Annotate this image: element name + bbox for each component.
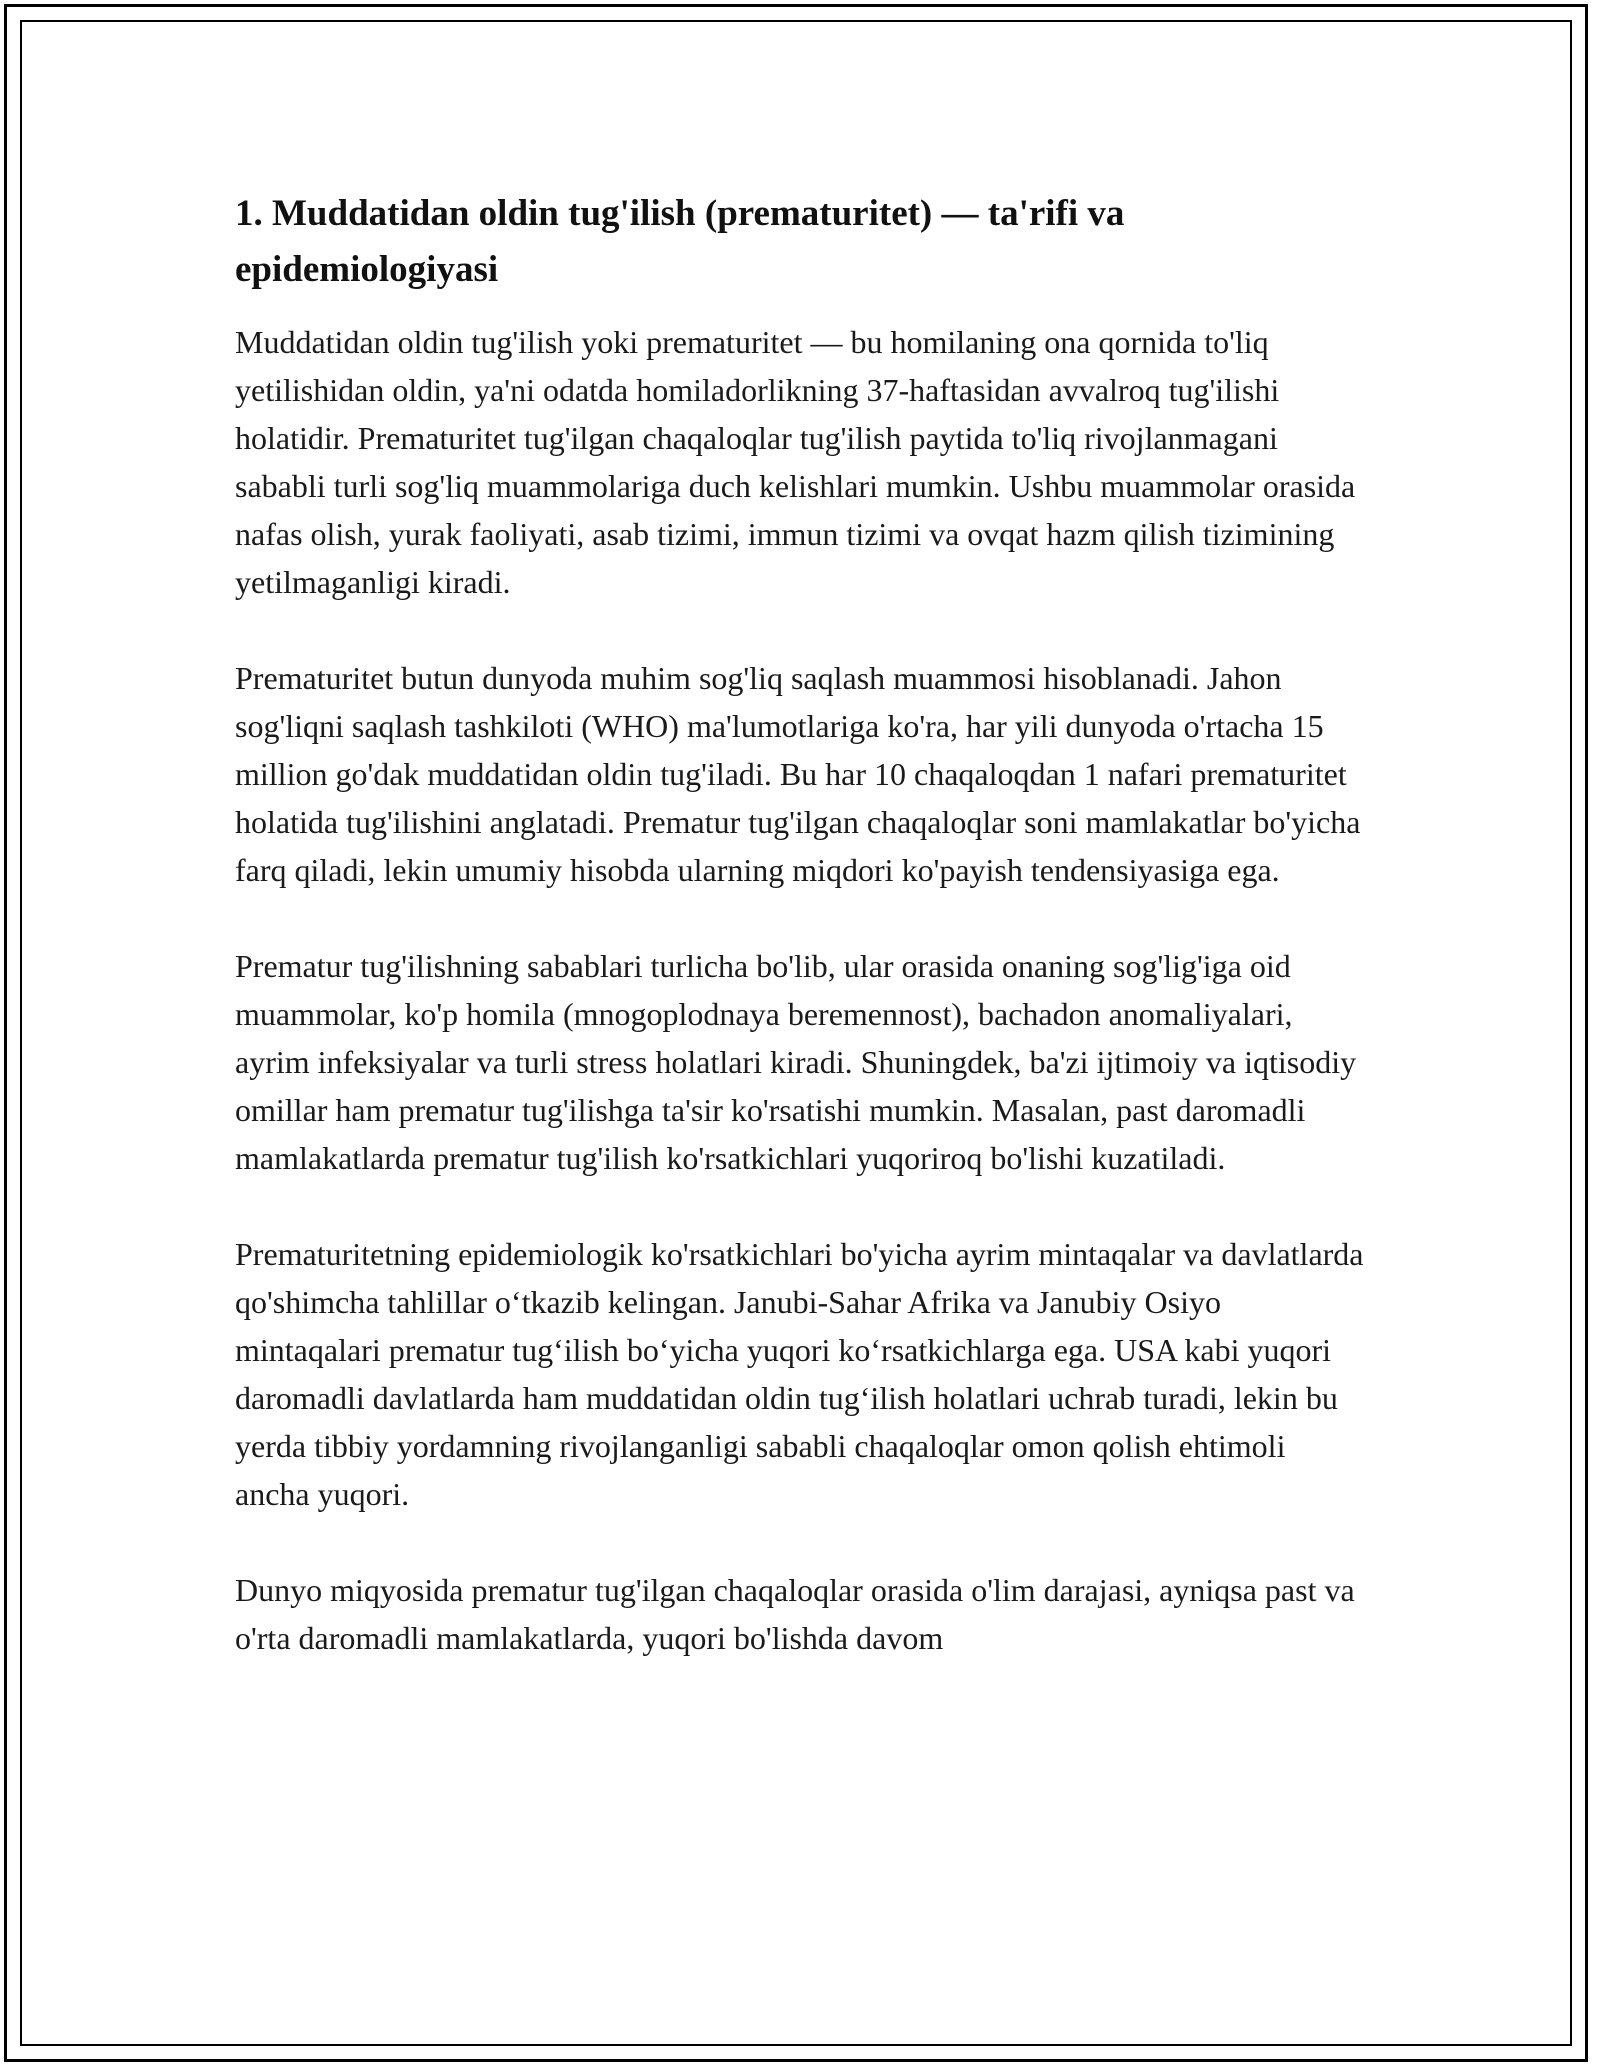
paragraph-causes: Prematur tug'ilishning sabablari turlicha bo'lib, ular orasida onaning sog'lig'iga oid muammolar, ko'p homila (mnogoplodnaya beremennost), bachadon anomaliyalari, ayrim infeksiyalar va turli stress holatlari kiradi. Shuningdek, ba'zi ijtimoiy va iqtisodiy omillar ham prematur tug'ilishga ta'sir ko'rsatishi mumkin. Masalan, past daromadli mamlakatlarda prematur tug'ilish ko'rsatkichlari yuqoriroq bo'lishi kuzatiladi. bbox=[235, 948, 1357, 1176]
paragraph-mortality: Dunyo miqyosida prematur tug'ilgan chaqaloqlar orasida o'lim darajasi, ayniqsa past va o'rta daromadli mamlakatlarda, yuqori bo'lishda davom bbox=[235, 1572, 1355, 1656]
paragraph-global-burden: Prematuritet butun dunyoda muhim sog'liq saqlash muammosi hisoblanadi. Jahon sog'liqni saqlash tashkiloti (WHO) ma'lumotlariga ko'ra, har yili dunyoda o'rtacha 15 million go'dak muddatidan oldin tug'iladi. Bu har 10 chaqaloqdan 1 nafari prematuritet holatida tug'ilishini anglatadi. Prematur tug'ilgan chaqaloqlar soni mamlakatlar bo'yicha farq qiladi, lekin umumiy hisobda ularning miqdori ko'payish tendensiyasiga ega. bbox=[235, 660, 1361, 888]
document-body bbox=[235, 186, 1365, 1662]
paragraph-regional-epidemiology: Prematuritetning epidemiologik ko'rsatkichlari bo'yicha ayrim mintaqalar va davlatlarda qo'shimcha tahlillar o‘tkazib kelingan. Janubi-Sahar Afrika va Janubiy Osiyo mintaqalari prematur tug‘ilish bo‘yicha yuqori ko‘rsatkichlarga ega. USA kabi yuqori daromadli davlatlarda ham muddatidan oldin tug‘ilish holatlari uchrab turadi, lekin bu yerda tibbiy yordamning rivojlanganligi sababli chaqaloqlar omon qolish ehtimoli ancha yuqori. bbox=[235, 1236, 1364, 1512]
section-heading: 1. Muddatidan oldin tug'ilish (prematuritet) — ta'rifi va epidemiologiyasi bbox=[235, 193, 1125, 290]
paragraph-definition: Muddatidan oldin tug'ilish yoki prematuritet — bu homilaning ona qornida to'liq yetilishidan oldin, ya'ni odatda homiladorlikning 37-haftasidan avvalroq tug'ilishi holatidir. Prematuritet tug'ilgan chaqaloqlar tug'ilish paytida to'liq rivojlanmagani sababli turli sog'liq muammolariga duch kelishlari mumkin. Ushbu muammolar orasida nafas olish, yurak faoliyati, asab tizimi, immun tizimi va ovqat hazm qilish tizimining yetilmaganligi kiradi. bbox=[235, 324, 1356, 600]
